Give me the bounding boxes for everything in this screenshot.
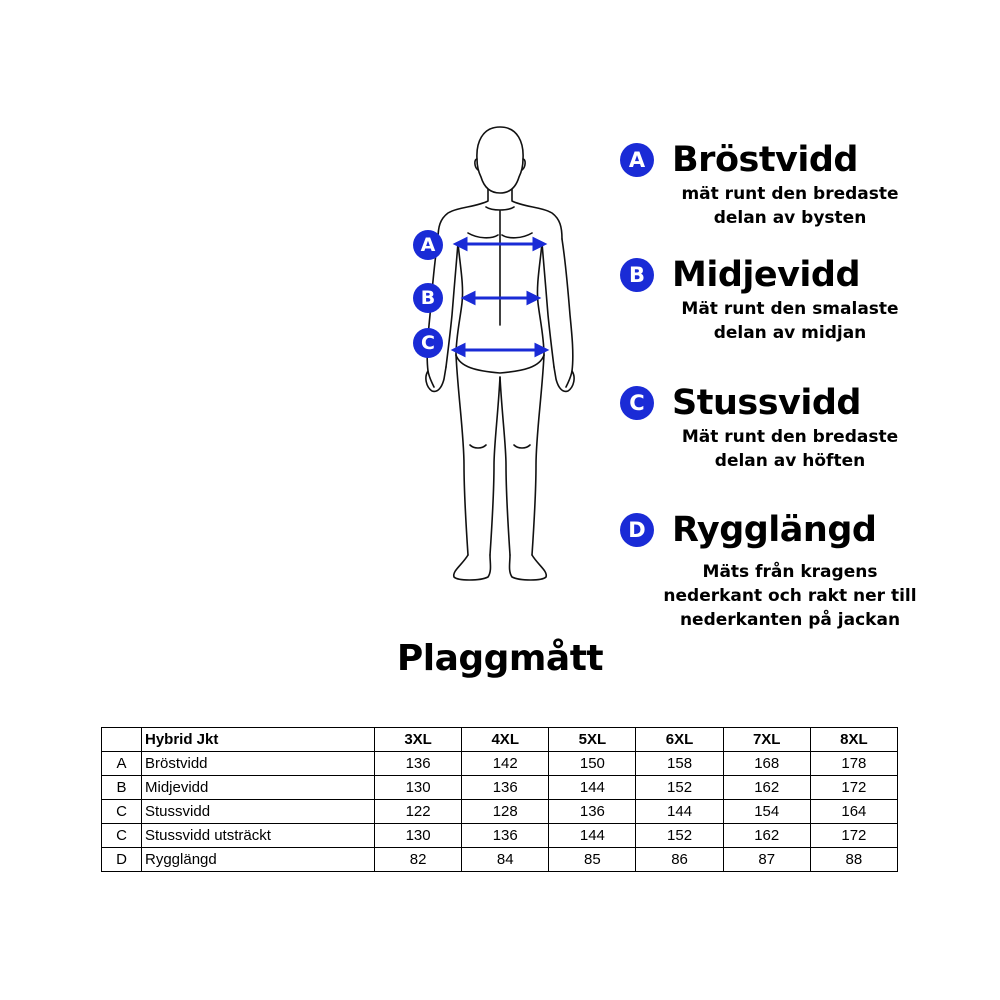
table-cell: 84 (462, 848, 549, 872)
table-cell: 136 (462, 776, 549, 800)
table-header-row (102, 728, 898, 752)
table-cell: C (102, 824, 142, 848)
table-cell: C (102, 800, 142, 824)
size-table (101, 727, 898, 872)
table-cell: Stussvidd (142, 800, 375, 824)
table-cell: 162 (723, 776, 810, 800)
definition-description (640, 560, 940, 632)
definition-title: Rygglängd (672, 510, 877, 550)
table-cell: 150 (549, 752, 636, 776)
description-line: mät runt den bredaste (681, 184, 899, 204)
table-cell: 136 (549, 800, 636, 824)
table-cell: 85 (549, 848, 636, 872)
table-cell: Rygglängd (142, 848, 375, 872)
definition-badge: A (620, 143, 654, 177)
definition-b (620, 255, 960, 345)
definition-description (640, 182, 940, 230)
body-figure (400, 115, 580, 595)
definition-badge: D (620, 513, 654, 547)
table-cell: 144 (636, 800, 723, 824)
table-row (102, 848, 898, 872)
definition-title: Stussvidd (672, 383, 861, 423)
table-cell: A (102, 752, 142, 776)
table-row (102, 800, 898, 824)
table-cell: 136 (375, 752, 462, 776)
table-cell: 86 (636, 848, 723, 872)
page-title: Plaggmått (396, 638, 604, 679)
header-cell (102, 728, 142, 752)
table-cell: 178 (810, 752, 897, 776)
description-line: Mäts från kragens (702, 562, 878, 582)
header-cell: 4XL (462, 728, 549, 752)
figure-badge-a: A (413, 230, 443, 260)
definition-title: Midjevidd (672, 255, 861, 295)
definition-a (620, 140, 960, 230)
table-cell: 168 (723, 752, 810, 776)
table-cell: 88 (810, 848, 897, 872)
header-cell: 5XL (549, 728, 636, 752)
header-cell: 6XL (636, 728, 723, 752)
figure-badge-c: C (413, 328, 443, 358)
table-cell: 130 (375, 776, 462, 800)
table-cell: 162 (723, 824, 810, 848)
definition-description (640, 425, 940, 473)
definition-d (620, 510, 960, 632)
table-cell: Midjevidd (142, 776, 375, 800)
table-cell: 144 (549, 824, 636, 848)
table-cell: 136 (462, 824, 549, 848)
definition-badge: B (620, 258, 654, 292)
table-cell: D (102, 848, 142, 872)
table-cell: 164 (810, 800, 897, 824)
description-line: delan av midjan (713, 323, 867, 343)
header-cell: Hybrid Jkt (142, 728, 375, 752)
table-cell: 82 (375, 848, 462, 872)
table-cell: Bröstvidd (142, 752, 375, 776)
description-line: Mät runt den bredaste (681, 427, 899, 447)
table-cell: 144 (549, 776, 636, 800)
definition-badge: C (620, 386, 654, 420)
table-cell: 122 (375, 800, 462, 824)
description-line: nederkant och rakt ner till (663, 586, 917, 606)
table-row (102, 776, 898, 800)
table-row (102, 752, 898, 776)
table-cell: 142 (462, 752, 549, 776)
description-line: nederkanten på jackan (679, 610, 901, 630)
table-cell: 87 (723, 848, 810, 872)
header-cell: 7XL (723, 728, 810, 752)
description-line: Mät runt den smalaste (681, 299, 899, 319)
table-cell: 130 (375, 824, 462, 848)
definition-description (640, 297, 940, 345)
table-cell: 158 (636, 752, 723, 776)
table-cell: B (102, 776, 142, 800)
table-cell: 152 (636, 776, 723, 800)
table-row (102, 824, 898, 848)
table-cell: 172 (810, 776, 897, 800)
table-cell: 172 (810, 824, 897, 848)
table-cell: 154 (723, 800, 810, 824)
header-cell: 8XL (810, 728, 897, 752)
description-line: delan av höften (714, 451, 866, 471)
figure-badge-b: B (413, 283, 443, 313)
table-cell: 128 (462, 800, 549, 824)
description-line: delan av bysten (713, 208, 867, 228)
table-cell: 152 (636, 824, 723, 848)
definition-title: Bröstvidd (672, 140, 858, 180)
header-cell: 3XL (375, 728, 462, 752)
table-cell: Stussvidd utsträckt (142, 824, 375, 848)
definition-c (620, 383, 960, 473)
